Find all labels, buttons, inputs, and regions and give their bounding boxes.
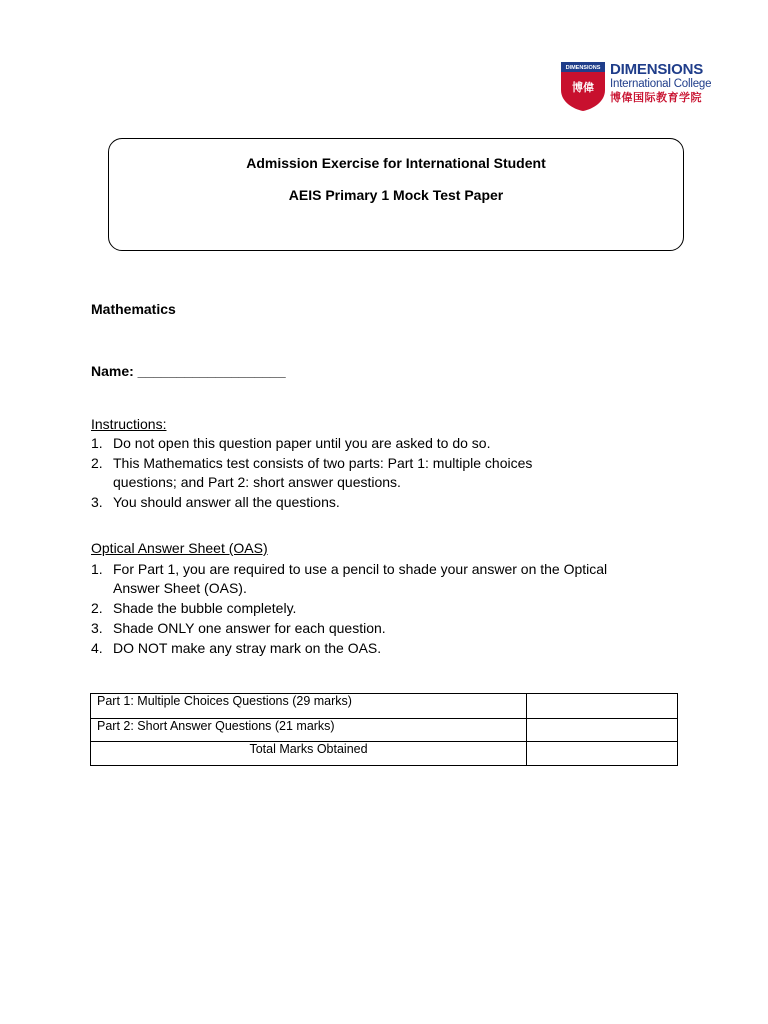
table-row [91, 742, 678, 766]
part1-score-cell [527, 694, 678, 719]
item-text: Shade the bubble completely. [113, 600, 297, 616]
item-number: 1. [91, 561, 103, 577]
instructions-list [91, 433, 691, 512]
shield-logo-icon [559, 60, 607, 112]
list-item [91, 559, 691, 579]
item-text: You should answer all the questions. [113, 494, 340, 510]
instructions-heading: Instructions: [91, 416, 167, 432]
total-label: Total Marks Obtained [91, 742, 527, 766]
logo-shield-text: DIMENSIONS [565, 65, 601, 71]
title-box [108, 138, 684, 251]
item-text: Shade ONLY one answer for each question. [113, 620, 386, 636]
item-text: Do not open this question paper until you are asked to do so. [113, 435, 491, 451]
marks-table [90, 693, 678, 766]
college-logo [559, 60, 719, 112]
list-item [91, 618, 691, 638]
list-item [91, 453, 691, 473]
item-number: 3. [91, 620, 103, 636]
item-number: 2. [91, 600, 103, 616]
total-score-cell [527, 742, 678, 766]
item-continuation: Answer Sheet (OAS). [113, 580, 247, 596]
oas-heading: Optical Answer Sheet (OAS) [91, 540, 268, 556]
table-row [91, 694, 678, 719]
logo-title: DIMENSIONS [610, 61, 704, 78]
item-text: DO NOT make any stray mark on the OAS. [113, 640, 382, 656]
logo-chinese-name: 博偉国际教育学院 [610, 91, 702, 104]
item-text: This Mathematics test consists of two parts: Part 1: multiple choices [113, 455, 533, 471]
item-continuation: questions; and Part 2: short answer questions. [113, 474, 401, 490]
name-field: Name: ___________________ [91, 363, 286, 379]
list-item [91, 638, 691, 658]
table-row [91, 719, 678, 742]
part1-label: Part 1: Multiple Choices Questions (29 marks) [91, 694, 527, 719]
logo-shield-cn: 博偉 [572, 81, 594, 94]
item-number: 3. [91, 494, 103, 510]
oas-list [91, 559, 691, 658]
logo-subtitle: International College [610, 78, 712, 90]
item-text: For Part 1, you are required to use a pencil to shade your answer on the Optical [113, 561, 608, 577]
list-item [91, 598, 691, 618]
list-item [91, 433, 691, 453]
paper-title: AEIS Primary 1 Mock Test Paper [288, 187, 504, 203]
subject-heading: Mathematics [91, 301, 176, 317]
part2-score-cell [527, 719, 678, 742]
item-number: 2. [91, 455, 103, 471]
item-number: 1. [91, 435, 103, 451]
part2-label: Part 2: Short Answer Questions (21 marks) [91, 719, 527, 742]
item-number: 4. [91, 640, 103, 656]
exam-title: Admission Exercise for International Student [246, 155, 546, 171]
list-item [91, 492, 691, 512]
